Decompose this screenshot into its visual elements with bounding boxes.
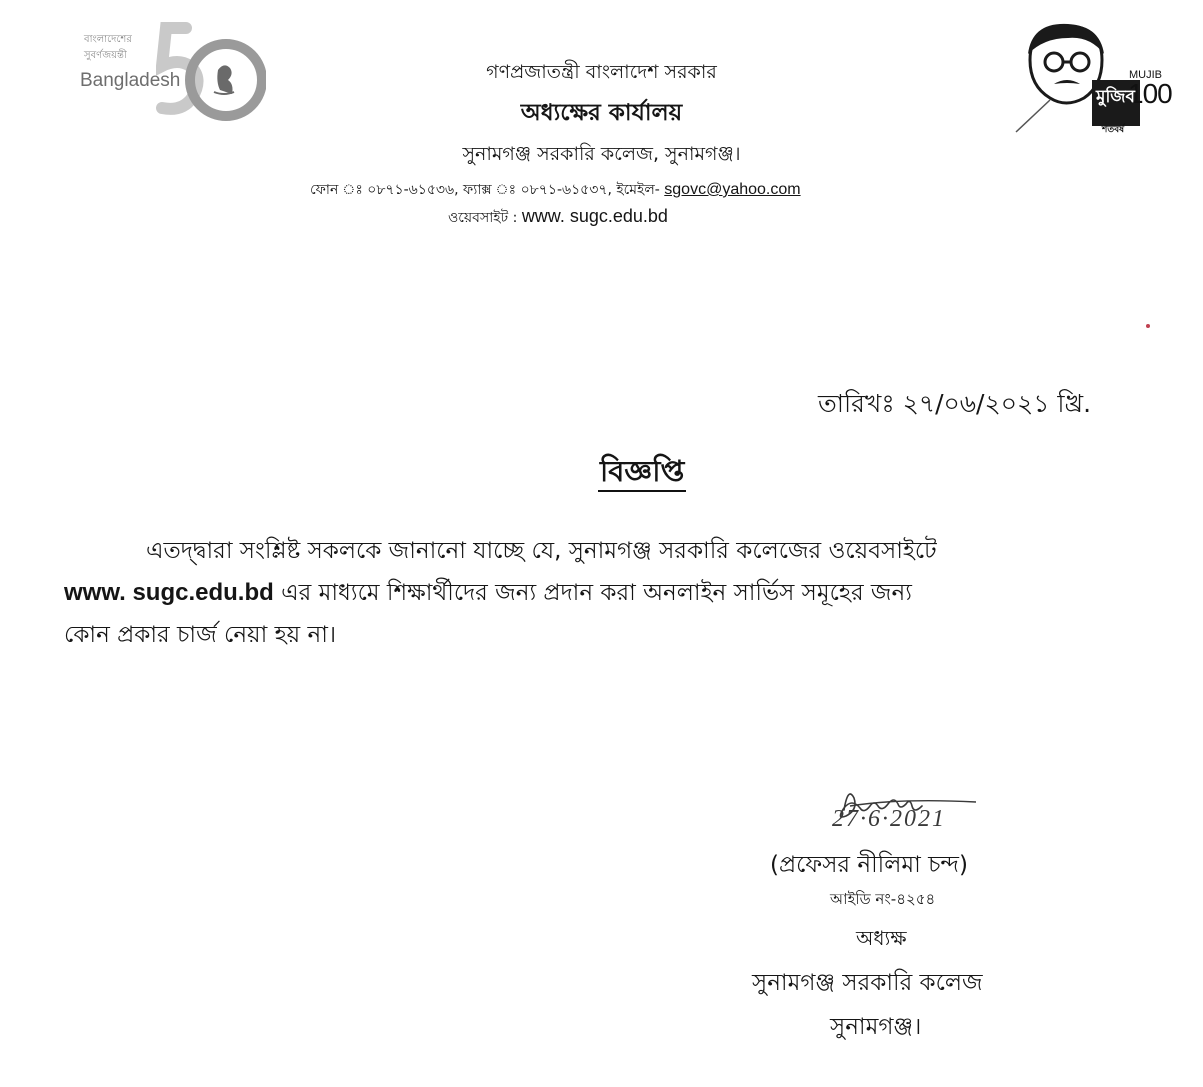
signatory-name: (প্রফেসর নীলিমা চন্দ) [770, 852, 968, 878]
notice-date: তারিখঃ ২৭/০৬/২০২১ খ্রি. [818, 389, 1092, 418]
contact-phone-fax: ফোন ঃ ০৮৭১-৬১৫৩৬, ফ্যাক্স ঃ ০৮৭১-৬১৫৩৭, ইমেইল- [310, 182, 665, 198]
notice-body [64, 530, 1144, 656]
website-link[interactable]: www. sugc.edu.bd [521, 206, 668, 226]
logo-caption-mujib-bn: মুজিব [1096, 87, 1135, 107]
college-name: সুনামগঞ্জ সরকারি কলেজ, সুনামগঞ্জ। [462, 143, 741, 165]
body-line-1: এতদ্দ্বারা সংশ্লিষ্ট সকলকে জানানো যাচ্ছে যে, সুনামগঞ্জ সরকারি কলেজের ওয়েবসাইটে [146, 538, 937, 564]
notice-title: বিজ্ঞপ্তি [598, 452, 686, 492]
email-link[interactable]: sgovc@yahoo.com [664, 181, 801, 198]
signatory-town: সুনামগঞ্জ। [830, 1014, 922, 1040]
office-title: অধ্যক্ষের কার্যালয় [520, 100, 683, 126]
government-name: গণপ্রজাতন্ত্রী বাংলাদেশ সরকার [486, 61, 717, 83]
body-line-3: কোন প্রকার চার্জ নেয়া হয় না। [64, 622, 337, 648]
website-line [448, 206, 668, 230]
signature-date: 27·6·2021 [832, 806, 946, 832]
signatory-college: সুনামগঞ্জ সরকারি কলেজ [752, 970, 983, 996]
signatory-id: আইডি নং-৪২৫৪ [830, 890, 936, 908]
logo-caption-en: Bangladesh [80, 70, 181, 91]
logo-caption-bn-2: সুবর্ণজয়ন্তী [84, 50, 127, 61]
logo-caption-shatabarsha: শতবর্ষ [1102, 125, 1125, 135]
logo-numeral-100: 100 [1128, 78, 1172, 109]
logo-caption-mujib-en: MUJIB [1129, 69, 1162, 81]
body-website[interactable]: www. sugc.edu.bd [64, 579, 274, 606]
body-line-2-text: এর মাধ্যমে শিক্ষার্থীদের জন্য প্রদান করা অনলাইন সার্ভিস সমূহের জন্য [273, 580, 912, 606]
logo-caption-bn-1: বাংলাদেশের [84, 34, 132, 45]
signatory-designation: অধ্যক্ষ [856, 926, 907, 950]
paper-mark [1146, 324, 1150, 328]
website-label: ওয়েবসাইট : [448, 210, 522, 226]
contact-line [310, 178, 801, 202]
body-line-2 [64, 572, 1144, 614]
